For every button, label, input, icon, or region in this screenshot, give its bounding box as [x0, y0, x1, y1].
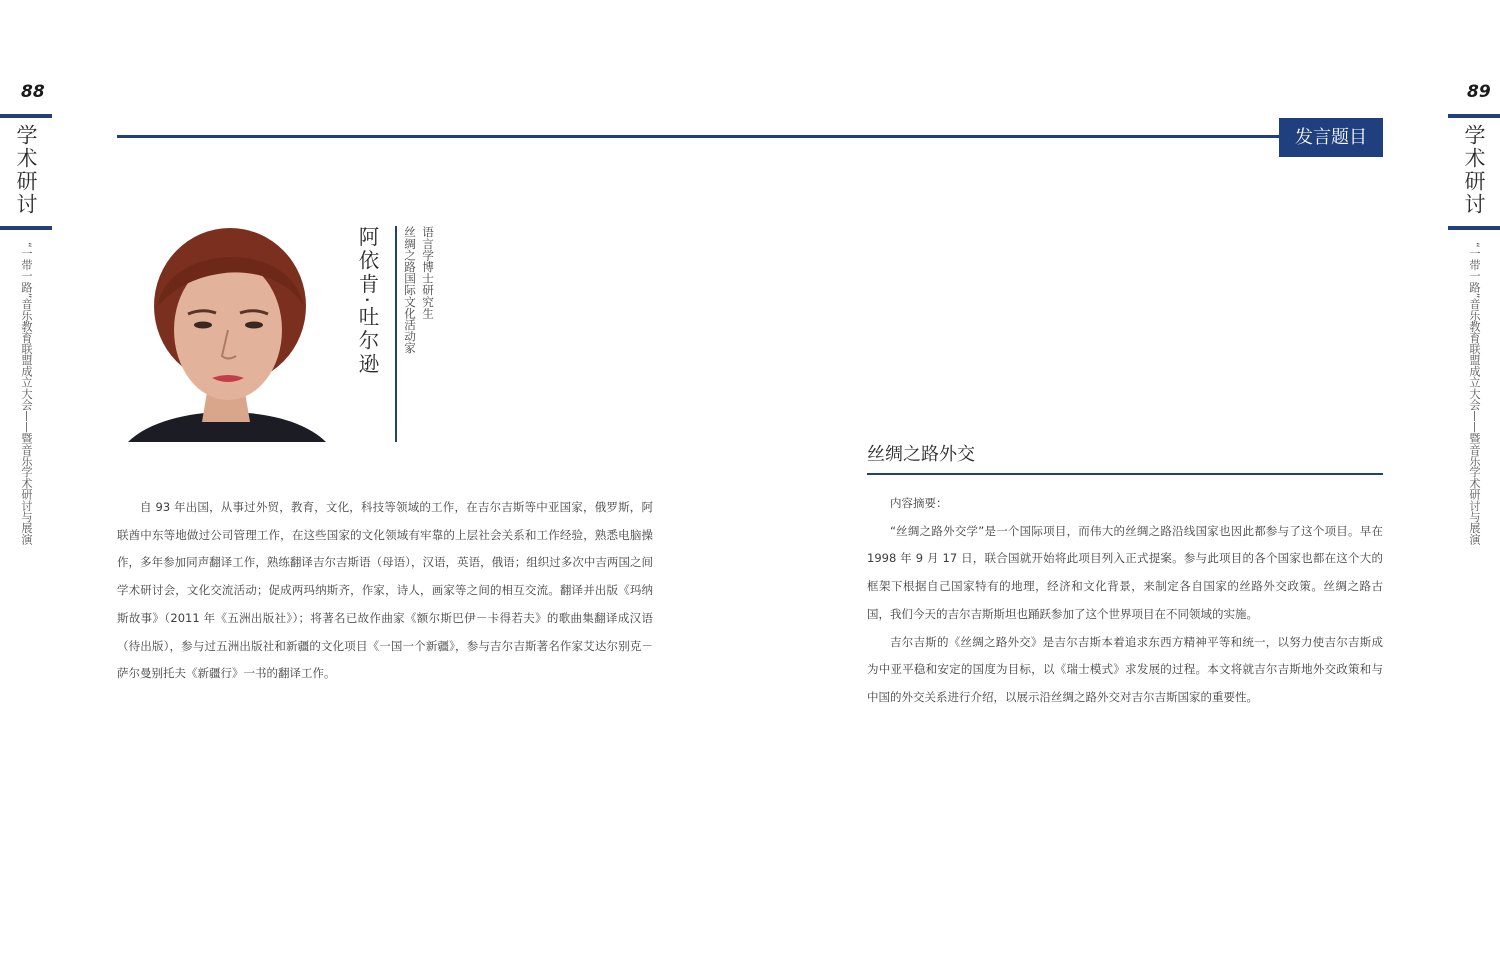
side-tab-right: [1448, 114, 1500, 594]
side-subtitle: “一带一路”音乐教育联盟成立大会——暨音乐学术研讨与展演: [1468, 242, 1481, 545]
speaker-title: 丝绸之路国际文化活动家: [403, 226, 417, 354]
side-bar-bottom: [1448, 226, 1500, 230]
speaker-portrait: [118, 226, 333, 442]
speaker-name: 阿依肯·吐尔逊: [355, 226, 379, 377]
side-title: 学术研讨: [14, 124, 38, 216]
speaker-title: 语言学博士研究生: [421, 226, 435, 319]
side-bar-top: [0, 114, 52, 118]
talk-title: 丝绸之路外交: [867, 444, 975, 465]
talk-abstract: [867, 490, 1383, 712]
page-number-right: 89: [1467, 82, 1491, 102]
side-bar-top: [1448, 114, 1500, 118]
topic-tag: 发言题目: [1279, 118, 1383, 157]
abstract-label: 内容摘要：: [890, 496, 948, 510]
side-bar-bottom: [0, 226, 52, 230]
side-tab-left: [0, 114, 52, 594]
page-number-left: 88: [21, 82, 45, 102]
name-divider: [395, 226, 397, 442]
abstract-paragraph: 吉尔吉斯的《丝绸之路外交》是吉尔吉斯本着追求东西方精神平等和统一，以努力使吉尔吉斯成为中亚平稳和安定的国度为目标，以《瑞士模式》求发展的过程。本文将就吉尔吉斯地外交政策和与中国的外交关系进行介绍，以展示沿丝绸之路外交对吉尔吉斯国家的重要性。: [867, 634, 1383, 704]
talk-title-rule: [867, 473, 1383, 475]
speaker-titles: [400, 226, 436, 376]
header-rule: [117, 135, 1280, 138]
side-title: 学术研讨: [1462, 124, 1486, 216]
speaker-bio: 自 93 年出国，从事过外贸，教育，文化，科技等领域的工作，在吉尔吉斯等中亚国家，俄罗斯，阿联酋中东等地做过公司管理工作，在这些国家的文化领域有牢靠的上层社会关系和工作经验，熟悉电脑操作，多年参加同声翻译工作，熟练翻译吉尔吉斯语（母语），汉语，英语，俄语；组织过多次中吉两国之间 学术研讨会，文化交流活动；促成两玛纳斯齐，作家，诗人，画家等之间的相互交流。翻译并出版《玛纳斯故事》（2011 年《五洲出版社》）；将著名已故作曲家《额尔斯巴伊－卡得若夫》的歌曲集翻译成汉语（待出版），参与过五洲出版社和新疆的文化项目《一国一个新疆》，参与吉尔吉斯著名作家艾达尔别克－萨尔曼别托夫《新疆行》一书的翻译工作。: [117, 500, 653, 681]
side-subtitle: “一带一路”音乐教育联盟成立大会——暨音乐学术研讨与展演: [20, 242, 33, 545]
portrait-image: [118, 226, 333, 442]
abstract-paragraph: “丝绸之路外交学”是一个国际项目，而伟大的丝绸之路沿线国家也因此都参与了这个项目。早在 1998 年 9 月 17 日，联合国就开始将此项目列入正式提案。参与此项目的各个国家也都在这个大的框架下根据自己国家特有的地理，经济和文化背景，来制定各自国家的丝路外交政策。丝绸之路古国，我们今天的吉尔吉斯斯坦也踊跃参加了这个世界项目在不同领域的实施。: [867, 523, 1383, 621]
